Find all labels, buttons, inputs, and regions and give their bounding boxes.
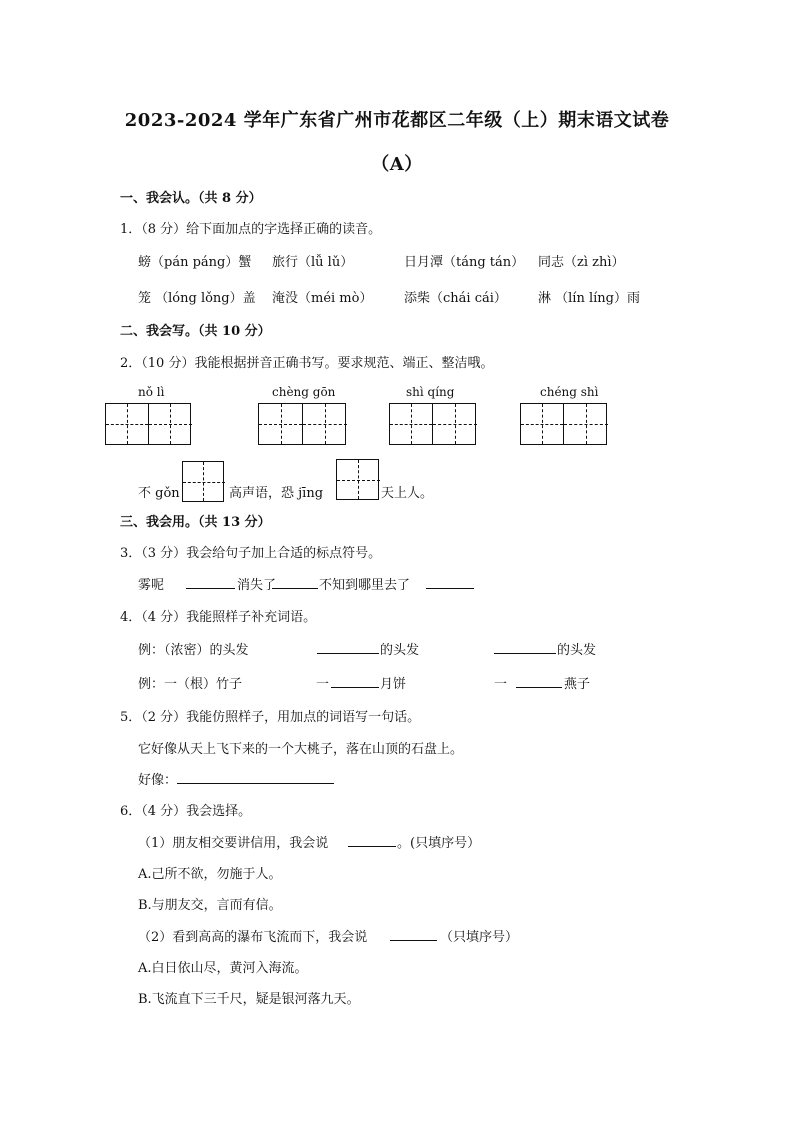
reading-option: 日月潭（táng tán）: [404, 255, 525, 270]
answer-blank[interactable]: [494, 641, 556, 654]
measure-prefix: 一: [494, 677, 508, 692]
punctuation-sentence-part: 不知到哪里去了: [319, 578, 411, 593]
answer-blank[interactable]: [331, 675, 379, 688]
reading-option: 旅行（lǚ lǔ）: [272, 255, 354, 270]
writing-grid[interactable]: [520, 403, 607, 445]
section-3-heading: 三、我会用。（共 13 分）: [120, 515, 271, 530]
punctuation-sentence-part: 雾呢: [138, 578, 165, 593]
answer-blank[interactable]: [348, 834, 396, 847]
writing-grid[interactable]: [336, 459, 379, 500]
measure-prefix: 一: [316, 677, 330, 692]
writing-grid[interactable]: [182, 461, 224, 502]
answer-blank[interactable]: [426, 576, 474, 589]
choice-question-2-tail: （只填序号）: [440, 930, 519, 945]
question-5: 5．（2 分）我能仿照样子，用加点的词语写一句话。: [120, 710, 421, 725]
answer-blank[interactable]: [186, 576, 235, 589]
choice-question-1: （1）朋友相交要讲信用，我会说: [138, 836, 329, 851]
answer-blank[interactable]: [390, 928, 437, 941]
pinyin-label: shì qíng: [406, 385, 455, 399]
question-1: 1．（8 分）给下面加点的字选择正确的读音。: [120, 222, 382, 237]
answer-blank[interactable]: [516, 675, 562, 688]
section-2-heading: 二、我会写。（共 10 分）: [120, 324, 271, 339]
question-4: 4．（4 分）我能照样子补充词语。: [120, 610, 317, 625]
writing-grid[interactable]: [258, 403, 346, 445]
reading-option: 螃（pán páng）蟹: [138, 255, 252, 270]
reading-option: 淹没（méi mò）: [272, 291, 373, 306]
reading-option: 同志（zì zhì）: [538, 255, 625, 270]
poem-sentence-start: 不 gǒn: [138, 486, 180, 501]
answer-blank[interactable]: [317, 641, 379, 654]
measure-noun: 月饼: [380, 677, 407, 692]
measure-noun: 燕子: [564, 677, 591, 692]
pinyin-label: chèng gōn: [272, 385, 336, 399]
exam-title: 2023-2024 学年广东省广州市花都区二年级（上）期末语文试卷: [124, 110, 670, 131]
question-3: 3．（3 分）我会给句子加上合适的标点符号。: [120, 546, 382, 561]
sentence-label: 好像：: [138, 773, 178, 788]
pinyin-label: chéng shì: [540, 385, 599, 399]
pinyin-label: nǒ lì: [138, 385, 165, 399]
choice-option: B.飞流直下三千尺，疑是银河落九天。: [138, 992, 360, 1007]
answer-blank[interactable]: [272, 576, 318, 589]
choice-option: A.白日依山尽，黄河入海流。: [138, 961, 308, 976]
question-2: 2．（10 分）我能根据拼音正确书写。要求规范、端正、整洁哦。: [120, 356, 494, 371]
answer-blank[interactable]: [177, 771, 334, 784]
word-suffix: 的头发: [557, 643, 597, 658]
section-1-heading: 一、我会认。（共 8 分）: [120, 191, 262, 206]
reading-option: 淋 （lín líng）雨: [538, 291, 640, 306]
word-example: 例：一（根）竹子: [138, 677, 243, 692]
poem-sentence-middle: 高声语，恐 jīng: [229, 486, 324, 501]
reading-option: 添柴（chái cái）: [404, 291, 507, 306]
punctuation-sentence-part: 消失了: [237, 578, 277, 593]
reading-option: 笼 （lóng lǒng）盖: [138, 291, 256, 306]
example-sentence: 它好像从天上飞下来的一个大桃子，落在山顶的石盘上。: [138, 742, 464, 757]
word-suffix: 的头发: [380, 643, 420, 658]
writing-grid[interactable]: [389, 403, 476, 445]
word-example: 例：（浓密）的头发: [138, 643, 249, 658]
choice-question-1-tail: 。(只填序号）: [397, 836, 481, 851]
choice-option: B.与朋友交，言而有信。: [138, 898, 282, 913]
exam-title-suffix: （A）: [371, 154, 423, 175]
question-6: 6．（4 分）我会选择。: [120, 804, 252, 819]
poem-sentence-end: 天上人。: [381, 486, 434, 501]
choice-option: A.己所不欲，勿施于人。: [138, 867, 282, 882]
choice-question-2: （2）看到高高的瀑布飞流而下，我会说: [138, 930, 368, 945]
writing-grid[interactable]: [105, 403, 191, 445]
